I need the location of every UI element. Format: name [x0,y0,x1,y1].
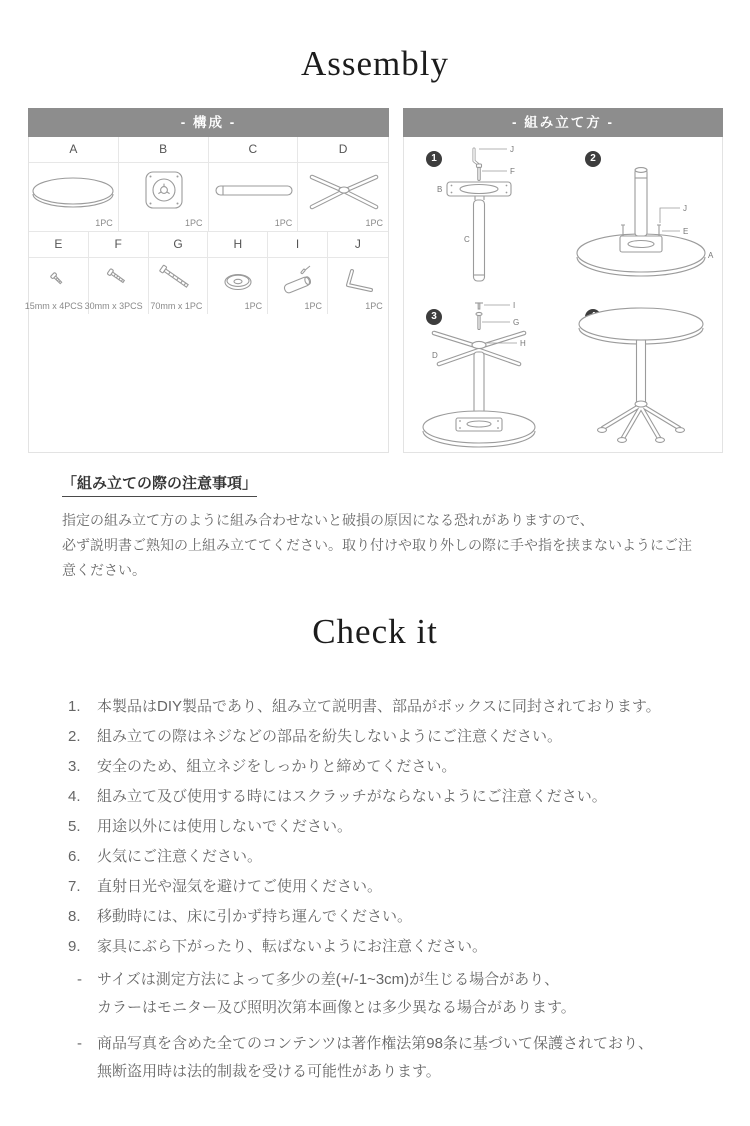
checklist-item [68,938,698,955]
checklist-item-text: 直射日光や湿気を避けてご使用ください。 [97,878,383,895]
caution-line-2: 必ず説明書ご熟知の上組み立ててください。取り付けや取り外しの際に手や指を挟まないようにご注意ください。 [62,537,692,578]
checklist-item [68,908,698,925]
part-label-e: E [29,232,89,257]
step-2-label-j: J [683,204,687,213]
part-b-count: 1PC [184,218,203,228]
checklist-item-text: 組み立ての際はネジなどの部品を紛失しないようにご注意ください。 [97,728,563,745]
step-1-label-b: B [437,185,443,194]
checklist-item [68,848,698,865]
part-label-a: A [29,137,119,162]
note-item-line-2: カラーはモニター及び照明次第本画像とは多少異なる場合があります。 [97,999,576,1016]
step-1-label-f: F [510,167,515,176]
step-2-label-e: E [683,227,689,236]
step-3-diagram [404,295,563,453]
part-c-cell [209,163,299,231]
checklist-item-number: 9. [68,938,81,955]
part-label-h: H [208,232,268,257]
step-1-diagram [404,137,563,295]
note-item-line-1: サイズは測定方法によって多少の差(+/-1~3cm)が生じる場合があり、 [97,971,560,988]
checklist-item-number: 5. [68,818,81,835]
checklist-item-number: 4. [68,788,81,805]
note-item-text [97,1030,653,1086]
part-label-j: J [354,237,361,251]
checklist-item-number: 8. [68,908,81,925]
checklist-item-text: 用途以外には使用しないでください。 [97,818,353,835]
parts-panel-header: - 構成 - [28,108,389,137]
assembly-step-3 [404,295,563,453]
step-1-label-c: C [464,235,470,244]
part-d-cell [298,163,388,231]
part-label-f: F [89,232,149,257]
caution-body [62,508,702,583]
part-a-cell [29,163,119,231]
part-label-c: C [209,137,299,162]
caution-heading: 「組み立ての際の注意事項」 [62,472,257,497]
checklist-item-text: 火気にご注意ください。 [97,848,263,865]
assembly-step-1 [404,137,563,295]
part-d-count: 1PC [365,218,383,228]
step-1-label-j: J [510,145,514,154]
step-3-label-g: G [513,318,520,327]
notes-section [68,966,708,1094]
checklist-item-number: 2. [68,728,81,745]
step-3-label-i: I [513,301,516,310]
page-title-check-it: Check it [312,612,438,651]
part-g-cell [149,258,209,314]
part-a-count: 1PC [95,218,113,228]
step-4-diagram [563,295,722,453]
part-h-cell [208,258,268,314]
checklist-item-text: 安全のため、組立ネジをしっかりと締めてください。 [97,758,457,775]
checklist-item [68,788,698,805]
parts-composition-panel [24,108,389,453]
step-2-diagram [563,137,722,295]
part-e-cell [24,258,89,314]
part-j-cell [328,258,388,314]
assembly-panel-header: - 組み立て方 - [403,108,723,137]
checklist-item-text: 本製品はDIY製品であり、組み立て説明書、部品がボックスに同封されております。 [97,698,661,715]
checklist-item [68,758,698,775]
checklist-item-number: 6. [68,848,81,865]
step-3-label-h: H [520,339,526,348]
step-2-number-badge: 2 [585,151,601,167]
part-b-cell [119,163,209,231]
part-label-b: B [119,137,209,162]
checklist-item [68,728,698,745]
part-e-count: 15mm x 4PCS [24,301,83,311]
note-item-line-1: 商品写真を含めた全てのコンテンツは著作権法第98条に基づいて保護されており、 [97,1035,653,1052]
step-1-number-badge: 1 [426,151,442,167]
checklist-item-text: 移動時には、床に引かず持ち運んでください。 [97,908,413,925]
note-item-text [97,966,576,1022]
note-item [68,966,708,1022]
checklist-item-text: 家具にぶら下がったり、転ばないようにお注意ください。 [97,938,488,955]
caution-line-1: 指定の組み立て方のように組み合わせないと破損の原因になる恐れがありますので、 [62,512,594,528]
checklist-item-number: 3. [68,758,81,775]
assembly-steps-grid [404,137,722,453]
part-label-d: D [338,142,348,156]
part-c-count: 1PC [274,218,293,228]
note-item [68,1030,708,1086]
page-title-assembly: Assembly [301,44,449,83]
part-g-count: 70mm x 1PC [150,301,203,311]
checklist-item [68,878,698,895]
assembly-step-4 [563,295,722,453]
note-item-line-2: 無断盗用時は法的制裁を受ける可能性があります。 [97,1063,441,1080]
part-i-cell [268,258,328,314]
parts-label-row-large [29,137,388,163]
part-label-g: G [149,232,209,257]
part-h-count: 1PC [244,301,263,311]
checklist-item [68,698,698,715]
parts-label-row-small [29,232,388,258]
assembly-steps-panel [403,108,723,453]
parts-image-row-small [24,258,388,314]
part-label-i: I [268,232,328,257]
checklist-item-number: 7. [68,878,81,895]
checklist-item-text: 組み立て及び使用する時にはスクラッチがならないようにご注意ください。 [97,788,607,805]
checklist [68,698,698,968]
checklist-item-number: 1. [68,698,81,715]
part-f-count: 30mm x 3PCS [84,301,143,311]
assembly-step-2 [563,137,722,295]
step-2-label-a: A [708,251,714,260]
note-item-marker: - [77,1035,82,1052]
note-item-marker: - [77,971,82,988]
part-f-cell [84,258,149,314]
parts-image-row-large [29,163,388,232]
part-i-count: 1PC [304,301,322,311]
step-3-label-d: D [432,351,438,360]
step-3-number-badge: 3 [426,309,442,325]
part-j-count: 1PC [365,301,383,311]
caution-section [62,472,702,583]
checklist-item [68,818,698,835]
